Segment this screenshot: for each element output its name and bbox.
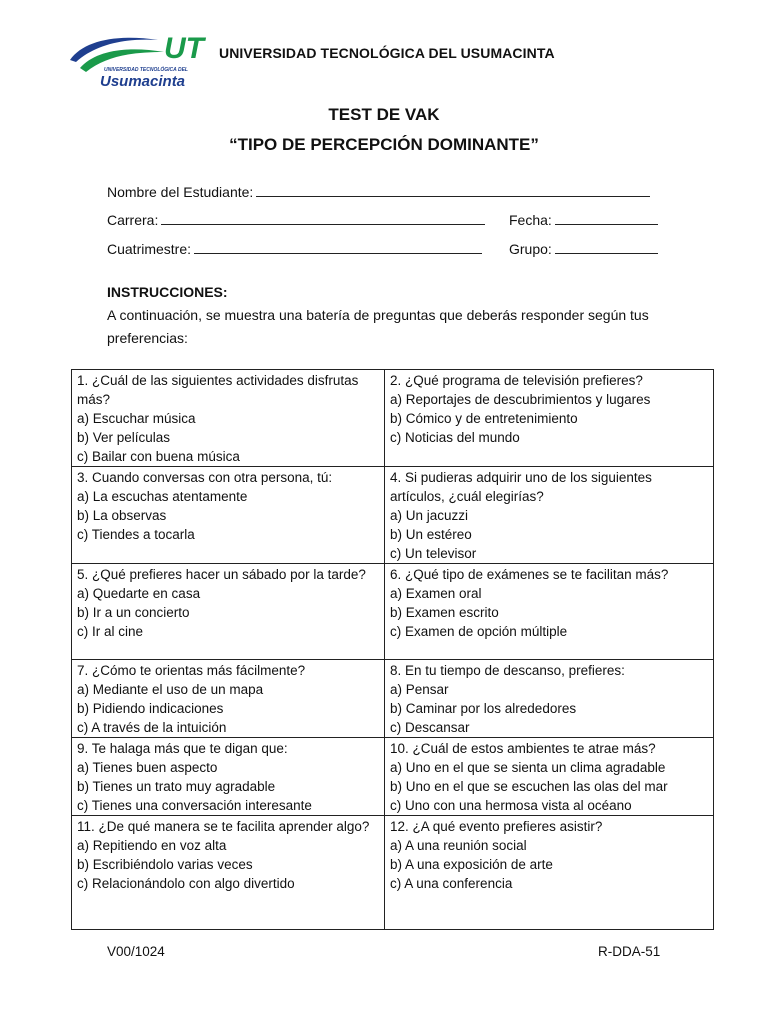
question-text: 4. Si pudieras adquirir uno de los siguientes artículos, ¿cuál elegirías? (390, 470, 652, 504)
question-text: 10. ¿Cuál de estos ambientes te atrae más? (390, 741, 656, 756)
student-name-label: Nombre del Estudiante: (107, 184, 254, 200)
university-name: UNIVERSIDAD TECNOLÓGICA DEL USUMACINTA (219, 45, 555, 61)
answer-option[interactable]: a) Tienes buen aspecto (77, 760, 218, 775)
answer-option[interactable]: c) Descansar (390, 720, 470, 735)
instructions-heading: INSTRUCCIONES: (107, 284, 228, 300)
student-name-blank[interactable] (256, 195, 650, 197)
date-field[interactable] (509, 212, 658, 228)
career-field[interactable] (107, 212, 485, 228)
answer-option[interactable]: a) Examen oral (390, 586, 482, 601)
logo-mark: UT (164, 32, 204, 65)
answer-option[interactable]: a) Mediante el uso de un mapa (77, 682, 264, 697)
answer-option[interactable]: c) Tienes una conversación interesante (77, 798, 312, 813)
answer-option[interactable]: b) Escribiéndolo varias veces (77, 857, 253, 872)
answer-option[interactable]: c) A una conferencia (390, 876, 513, 891)
question-text: 6. ¿Qué tipo de exámenes se te facilitan más? (390, 567, 669, 582)
question-cell-9 (72, 738, 385, 816)
question-cell-3 (72, 467, 385, 564)
question-cell-1 (72, 370, 385, 467)
answer-option[interactable]: a) Escuchar música (77, 411, 196, 426)
answer-option[interactable]: b) Caminar por los alrededores (390, 701, 577, 716)
answer-option[interactable]: b) Pidiendo indicaciones (77, 701, 224, 716)
questions-table (71, 369, 714, 930)
term-label: Cuatrimestre: (107, 241, 192, 257)
test-title: TEST DE VAK (328, 105, 440, 124)
answer-option[interactable]: a) Un jacuzzi (390, 508, 469, 523)
table-row (72, 660, 714, 738)
answer-option[interactable]: b) La observas (77, 508, 167, 523)
question-cell-8 (385, 660, 714, 738)
answer-option[interactable]: c) A través de la intuición (77, 720, 227, 735)
table-row (72, 467, 714, 564)
question-text: 1. ¿Cuál de las siguientes actividades disfrutas más? (77, 373, 359, 407)
career-blank[interactable] (161, 223, 485, 225)
footer-version: V00/1024 (107, 944, 165, 959)
answer-option[interactable]: a) Quedarte en casa (77, 586, 201, 601)
answer-option[interactable]: b) A una exposición de arte (390, 857, 553, 872)
answer-option[interactable]: a) Uno en el que se sienta un clima agradable (390, 760, 666, 775)
table-row (72, 816, 714, 930)
answer-option[interactable]: c) Noticias del mundo (390, 430, 520, 445)
question-text: 7. ¿Cómo te orientas más fácilmente? (77, 663, 306, 678)
group-field[interactable] (509, 241, 658, 257)
table-row (72, 564, 714, 660)
answer-option[interactable]: c) Un televisor (390, 546, 477, 561)
answer-option[interactable]: c) Bailar con buena música (77, 449, 240, 464)
question-text: 8. En tu tiempo de descanso, prefieres: (390, 663, 625, 678)
date-label: Fecha: (509, 212, 552, 228)
logo-small-text: UNIVERSIDAD TECNOLÓGICA DEL (104, 67, 188, 73)
group-blank[interactable] (555, 252, 658, 254)
career-label: Carrera: (107, 212, 159, 228)
question-text: 11. ¿De qué manera se te facilita aprender algo? (77, 819, 370, 834)
question-cell-10 (385, 738, 714, 816)
term-blank[interactable] (194, 252, 482, 254)
question-text: 5. ¿Qué prefieres hacer un sábado por la tarde? (77, 567, 366, 582)
answer-option[interactable]: a) La escuchas atentamente (77, 489, 248, 504)
answer-option[interactable]: b) Ver películas (77, 430, 171, 445)
answer-option[interactable]: b) Examen escrito (390, 605, 499, 620)
answer-option[interactable]: b) Un estéreo (390, 527, 472, 542)
university-logo (66, 28, 212, 94)
answer-option[interactable]: a) Pensar (390, 682, 449, 697)
answer-option[interactable]: b) Uno en el que se escuchen las olas del mar (390, 779, 668, 794)
answer-option[interactable]: a) A una reunión social (390, 838, 527, 853)
question-cell-11 (72, 816, 385, 930)
test-subtitle: “TIPO DE PERCEPCIÓN DOMINANTE” (229, 135, 539, 154)
question-text: 12. ¿A qué evento prefieres asistir? (390, 819, 603, 834)
date-blank[interactable] (555, 223, 658, 225)
question-text: 2. ¿Qué programa de televisión prefieres? (390, 373, 643, 388)
question-cell-7 (72, 660, 385, 738)
table-row (72, 738, 714, 816)
logo-big-text: Usumacinta (100, 73, 186, 90)
group-label: Grupo: (509, 241, 552, 257)
question-cell-5 (72, 564, 385, 660)
term-field[interactable] (107, 241, 482, 257)
footer-code: R-DDA-51 (598, 944, 661, 959)
question-text: 9. Te halaga más que te digan que: (77, 741, 288, 756)
answer-option[interactable]: b) Ir a un concierto (77, 605, 190, 620)
student-name-field[interactable] (107, 184, 650, 200)
answer-option[interactable]: c) Ir al cine (77, 624, 144, 639)
answer-option[interactable]: c) Relacionándolo con algo divertido (77, 876, 295, 891)
question-cell-6 (385, 564, 714, 660)
answer-option[interactable]: b) Tienes un trato muy agradable (77, 779, 276, 794)
answer-option[interactable]: c) Examen de opción múltiple (390, 624, 568, 639)
table-row (72, 370, 714, 467)
answer-option[interactable]: a) Reportajes de descubrimientos y lugares (390, 392, 651, 407)
question-cell-2 (385, 370, 714, 467)
question-cell-4 (385, 467, 714, 564)
answer-option[interactable]: b) Cómico y de entretenimiento (390, 411, 578, 426)
question-text: 3. Cuando conversas con otra persona, tú: (77, 470, 333, 485)
question-cell-12 (385, 816, 714, 930)
answer-option[interactable]: a) Repitiendo en voz alta (77, 838, 227, 853)
answer-option[interactable]: c) Tiendes a tocarla (77, 527, 195, 542)
instructions-text: A continuación, se muestra una batería de preguntas que deberás responder según tus preferencias: (107, 307, 649, 346)
answer-option[interactable]: c) Uno con una hermosa vista al océano (390, 798, 632, 813)
